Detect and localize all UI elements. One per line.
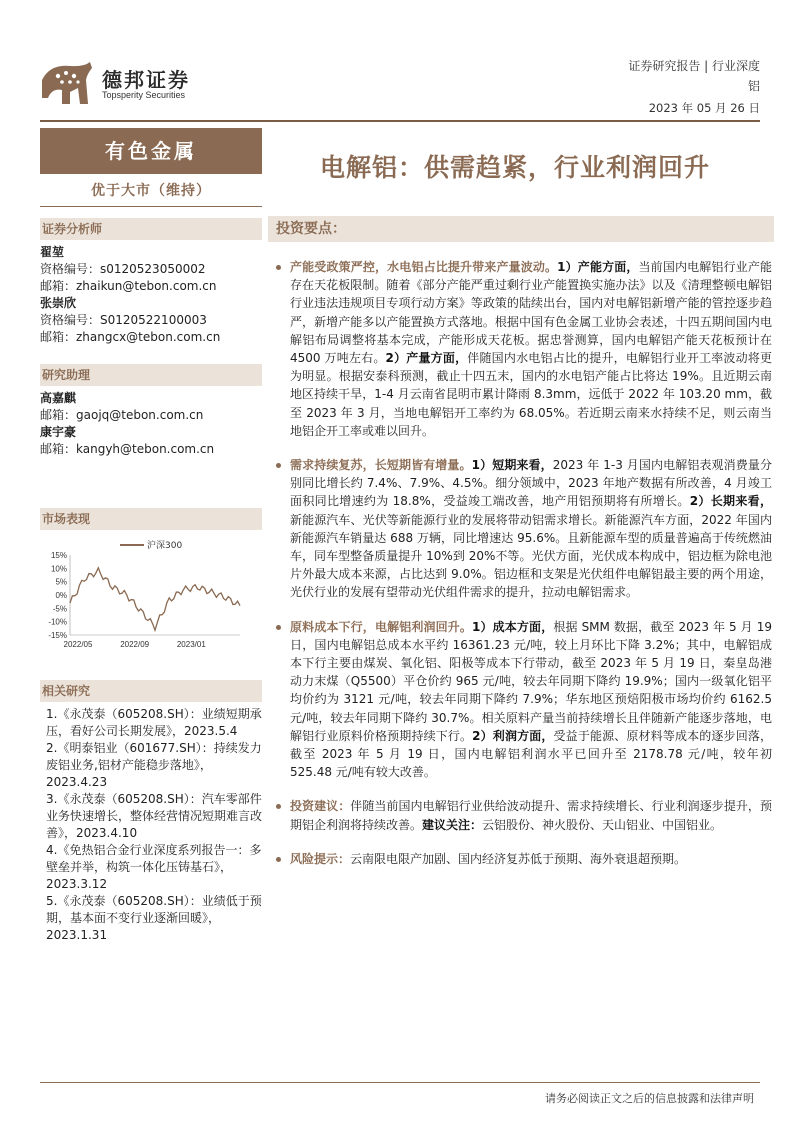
investment-point (276, 850, 772, 868)
related-list (40, 706, 262, 944)
market-chart (40, 535, 262, 655)
assistant-email[interactable]: 邮箱：gaojq@tebon.com.cn (40, 408, 204, 422)
company-logo (40, 58, 210, 114)
point-text: 伴随国内水电铝占比的提升，电解铝行业开工率波动将更为明显。根据安泰科预测，截止十四五末，国内的水电铝产能占比将达 19%。且近期云南地区持续干旱，1-4 月云南省昆明市累计降雨 8.3mm，远低于 2022 年 103.20 mm，截至 2023 年 3 月，当地电解铝开工率约为 68.05%。若近期云南来水持续不足，则云南当地铝企开工率或难以回升。 (290, 351, 772, 438)
point-text: 云南限电限产加剧、国内经济复苏低于预期、海外衰退超预期。 (350, 851, 687, 866)
analyst-name: 翟堃 (40, 245, 65, 259)
company-name-cn: 德邦证券 (102, 68, 190, 92)
point-heading: 产能受政策严控，水电铝占比提升带来产量波动。 (290, 260, 558, 274)
sector-label: 有色金属 (40, 128, 262, 174)
point-text: 根据 SMM 数据，截至 2023 年 5 月 19 日，国内电解铝总成本水平约 16361.23 元/吨，较上月环比下降 3.2%；其中，电解铝成本下行主要由煤炭、氧化铝、阳极等成本下行带动，截至 2023 年 5 月 19 日，秦皇岛港动力末煤（Q5500）平仓价约 965 元/吨，较去年同期下降约 19.9%；国内一级氧化铝平均价约为 3121 元/吨，较去年同期下降约 7.9%；华东地区预焙阳极市场均价约 6162.5 元/吨，较去年同期下降约 30.7%。相关原料产量当前持续增长且伴随新产能逐步落地，电解铝行业原料价格预期持续下行。 (290, 619, 772, 743)
rating-label: 优于大市（维持） (91, 183, 211, 199)
related-item[interactable]: 3.《永茂泰（605208.SH）：汽车零部件业务快速增长，整体经营情况短期难言改善》，2023.4.10 (46, 792, 263, 840)
analyst-license: 资格编号：s0120523050002 (40, 262, 206, 276)
point-subheading: 2）长期来看， (689, 494, 772, 509)
point-subheading: 建议关注： (422, 817, 483, 832)
analyst-name: 张崇欣 (40, 296, 77, 310)
investment-point (276, 618, 772, 782)
y-tick-label: 15% (50, 551, 67, 560)
y-tick-label: -10% (48, 617, 67, 627)
bullet-dot-icon (276, 265, 281, 270)
x-tick-label: 2022/09 (120, 640, 150, 649)
point-text: 新能源汽车、光伏等新能源行业的发展将带动铝需求增长。新能源汽车方面，2022 年国内新能源汽车销量达 688 万辆，同比增速达 95.6%。且新能源车型的质量普遍高于传统燃油车，同车型整备质量提升 10%到 20%不等。光伏方面，光伏成本构成中，铝边框为除电池片外最大成本来源，占比达到 9.0%。铝边框和支架是光伏组件电解铝最主要的两个用途，光伏行业的发展有望带动光伏组件需求的提升，拉动电解铝需求。 (290, 512, 772, 600)
y-tick-label: 10% (50, 564, 67, 574)
report-meta (628, 56, 760, 118)
footer-disclaimer: 请务必阅读正文之后的信息披露和法律声明 (545, 1092, 754, 1105)
bullet-dot-icon (276, 857, 281, 862)
point-text: 伴随当前国内电解铝行业供给波动提升、需求持续增长、行业利润逐步提升，预期铝企利润将持续改善。 (290, 799, 772, 832)
point-heading: 原料成本下行，电解铝利润回升。 (290, 619, 473, 634)
report-type: 证券研究报告 | 行业深度 (628, 59, 760, 73)
analyst-email[interactable]: 邮箱：zhangcx@tebon.com.cn (40, 330, 221, 344)
assistants-list (40, 390, 262, 458)
series-line-hs300 (70, 568, 240, 630)
analyst-license: 资格编号：S0120522100003 (40, 313, 207, 327)
points-label: 投资要点： (276, 221, 346, 237)
point-text: 当前国内电解铝行业产能存在天花板限制。随着《部分产能严重过剩行业产能置换实施办法》以及《清理整顿电解铝行业违法违规项目专项行动方案》等政策的陆续出台，国内对电解铝新增产能的管控逐步趋严，新增产能多以产能置换方式落地。根据中国有色金属工业协会表述，十四五期间国内电解铝布局调整将基本完成，产能形成天花板。据忠誉测算，国内电解铝产能天花板预计在 4500 万吨左右。 (290, 260, 772, 366)
x-tick-label: 2022/05 (63, 640, 93, 649)
related-item[interactable]: 5.《永茂泰（605208.SH）：业绩低于预期，基本面不变行业逐渐回暖》，2023.1.31 (46, 894, 262, 942)
market-chart-svg (40, 535, 262, 655)
legend-label: 沪深300 (147, 541, 183, 551)
point-text: 受益于能源、原材料等成本的逐步回落，截至 2023 年 5 月 19 日，国内电解铝利润水平已回升至 2178.78 元/吨，较年初 525.48 元/吨有较大改善。 (290, 728, 772, 780)
point-heading: 风险提示： (290, 851, 351, 866)
point-subheading: 2）利润方面， (472, 728, 554, 743)
x-tick-label: 2023/01 (176, 640, 206, 649)
y-tick-label: 0% (55, 591, 67, 600)
market-section-title: 市场表现 (40, 508, 262, 530)
point-subheading: 1）短期来看， (471, 458, 553, 473)
y-tick-label: -15% (48, 631, 67, 640)
header-divider (40, 120, 760, 122)
leopard-logo-icon (40, 58, 94, 112)
investment-point (276, 456, 772, 602)
point-heading: 投资建议： (290, 799, 351, 814)
related-item[interactable]: 1.《永茂泰（605208.SH）：业绩短期承压，看好公司长期发展》，2023.5.4 (46, 707, 262, 738)
y-tick-label: -5% (52, 604, 67, 614)
investment-point (276, 258, 772, 440)
assistant-name: 康宇豪 (40, 425, 77, 439)
point-text: 2023 年 1-3 月国内电解铝表观消费量分别同比增长约 7.4%、7.9%、4.5%。细分领域中，2023 年地产数据有所改善，4 月竣工面积同比增速约为 18.8%，受益竣工端改善，地产用铝预期将有所增长。 (290, 458, 772, 509)
y-tick-label: 5% (55, 577, 67, 587)
point-subheading: 2）产量方面， (385, 351, 468, 366)
report-date: 2023 年 05 月 26 日 (648, 101, 760, 115)
point-text: 云铝股份、神火股份、天山铝业、中国铝业。 (482, 817, 723, 832)
point-subheading: 1）成本方面， (472, 619, 554, 634)
investment-points (276, 258, 772, 884)
bullet-dot-icon (276, 463, 281, 468)
analyst-email[interactable]: 邮箱：zhaikun@tebon.com.cn (40, 279, 217, 293)
report-subject: 铝 (747, 79, 760, 93)
assistant-name: 高嘉麒 (40, 391, 77, 405)
bullet-dot-icon (276, 804, 281, 809)
report-title: 电解铝：供需趋紧，行业利润回升 (319, 153, 710, 182)
related-item[interactable]: 4.《免热铝合金行业深度系列报告一：多壁垒并举，构筑一体化压铸基石》，2023.3.12 (46, 843, 262, 891)
related-section-title: 相关研究 (40, 680, 262, 702)
point-heading: 需求持续复苏，长短期皆有增量。 (290, 458, 472, 473)
analysts-list (40, 244, 262, 346)
point-subheading: 1）产能方面， (557, 260, 639, 274)
bullet-dot-icon (276, 625, 281, 630)
analysts-section-title: 证券分析师 (40, 218, 262, 240)
company-name-en: Topsperity Securities (102, 90, 186, 100)
investment-point (276, 797, 772, 833)
footer-divider (40, 1082, 760, 1083)
rating-divider (40, 206, 262, 207)
assistants-section-title: 研究助理 (40, 364, 262, 386)
related-item[interactable]: 2.《明泰铝业（601677.SH）：持续发力废铝业务,铝材产能稳步落地》，2023.4.23 (46, 741, 262, 789)
assistant-email[interactable]: 邮箱：kangyh@tebon.com.cn (40, 442, 215, 456)
